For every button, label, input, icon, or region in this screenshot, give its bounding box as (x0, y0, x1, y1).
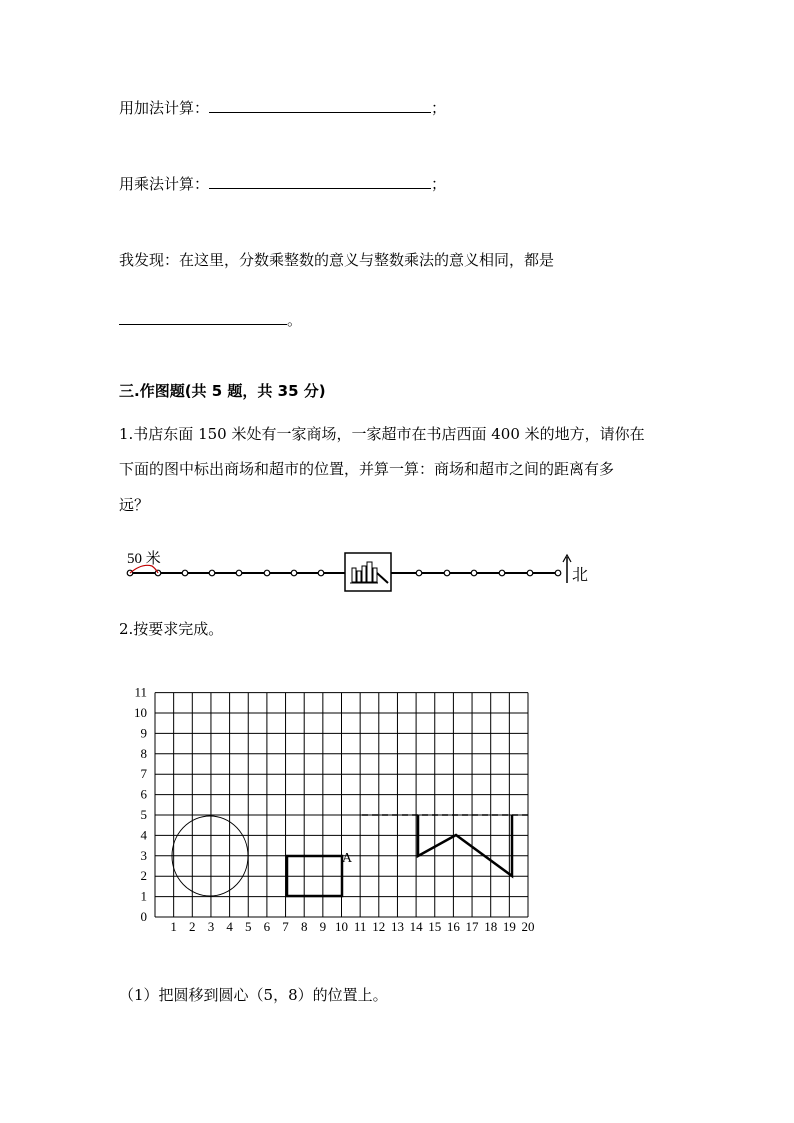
number-line-dot (527, 570, 533, 576)
point-a-label: A (342, 851, 353, 866)
number-line-dot (471, 570, 477, 576)
number-line-figure (127, 550, 588, 591)
x-tick-label: 1 (170, 919, 177, 934)
q2-sub1: （1）把圆移到圆心（5，8）的位置上。 (119, 986, 388, 1004)
x-tick-label: 3 (207, 919, 215, 934)
x-tick-label: 7 (282, 919, 289, 934)
x-tick-label: 9 (319, 919, 327, 934)
polyline-shape (418, 815, 512, 876)
number-line-dot (182, 570, 188, 576)
number-line-dot (318, 570, 324, 576)
number-line-dot (236, 570, 242, 576)
y-tick-label: 4 (140, 827, 147, 843)
number-line-dot (264, 570, 270, 576)
discovery-text: 我发现：在这里，分数乘整数的意义与整数乘法的意义相同，都是 (119, 251, 555, 269)
x-tick-label: 18 (484, 919, 498, 934)
x-tick-label: 10 (335, 919, 348, 934)
x-tick-label: 12 (372, 919, 386, 934)
bookstore-icon (345, 553, 391, 591)
north-arrow-icon (563, 555, 571, 583)
x-tick-label: 4 (226, 919, 233, 934)
x-tick-label: 20 (521, 919, 535, 934)
x-tick-label: 19 (502, 919, 516, 934)
q2-title: 2.按要求完成。 (119, 620, 224, 638)
x-tick-label: 11 (353, 919, 367, 934)
x-tick-label: 5 (245, 919, 252, 934)
q1-text-line-3: 远？ (119, 496, 150, 514)
y-tick-label: 6 (140, 786, 147, 802)
number-line-dot (499, 570, 505, 576)
y-tick-label: 8 (140, 745, 147, 761)
x-tick-label: 17 (465, 919, 479, 934)
coordinate-grid (134, 685, 535, 934)
north-label: 北 (572, 565, 589, 584)
q1-text-line-2: 下面的图中标出商场和超市的位置，并算一算：商场和超市之间的距离有多 (119, 460, 615, 478)
x-tick-label: 15 (428, 919, 442, 934)
y-tick-label: 7 (140, 766, 147, 782)
number-line-dot (209, 570, 215, 576)
y-tick-label: 2 (140, 868, 147, 884)
y-tick-label: 5 (140, 807, 147, 822)
addition-label: 用加法计算： (119, 99, 210, 117)
x-axis-ticks (170, 919, 534, 934)
y-tick-label: 1 (140, 888, 147, 904)
y-tick-label: 11 (134, 684, 147, 700)
y-axis-ticks (134, 685, 148, 924)
y-tick-label: 9 (140, 725, 147, 741)
x-tick-label: 6 (263, 919, 271, 934)
x-tick-label: 13 (390, 919, 404, 934)
x-tick-label: 14 (409, 919, 423, 934)
number-line-dot (416, 570, 422, 576)
q1-text-line-1: 1.书店东面 150 米处有一家商场，一家超市在书店西面 400 米的地方，请你在 (119, 425, 645, 443)
section-title: 三.作图题(共 5 题，共 35 分) (119, 382, 326, 400)
x-tick-label: 8 (300, 919, 308, 934)
number-line-dot (444, 570, 450, 576)
x-tick-label: 16 (446, 919, 460, 934)
x-tick-label: 2 (189, 919, 196, 934)
discovery-end: 。 (287, 311, 303, 329)
number-line-dot (291, 570, 297, 576)
multiplication-end: ； (431, 175, 447, 193)
number-line-dot (555, 570, 561, 576)
multiplication-label: 用乘法计算： (119, 175, 210, 193)
scale-label: 50 米 (127, 551, 161, 567)
y-tick-label: 3 (140, 847, 147, 863)
y-tick-label: 10 (134, 705, 147, 720)
y-tick-label: 0 (140, 909, 147, 924)
addition-end: ； (431, 99, 447, 117)
